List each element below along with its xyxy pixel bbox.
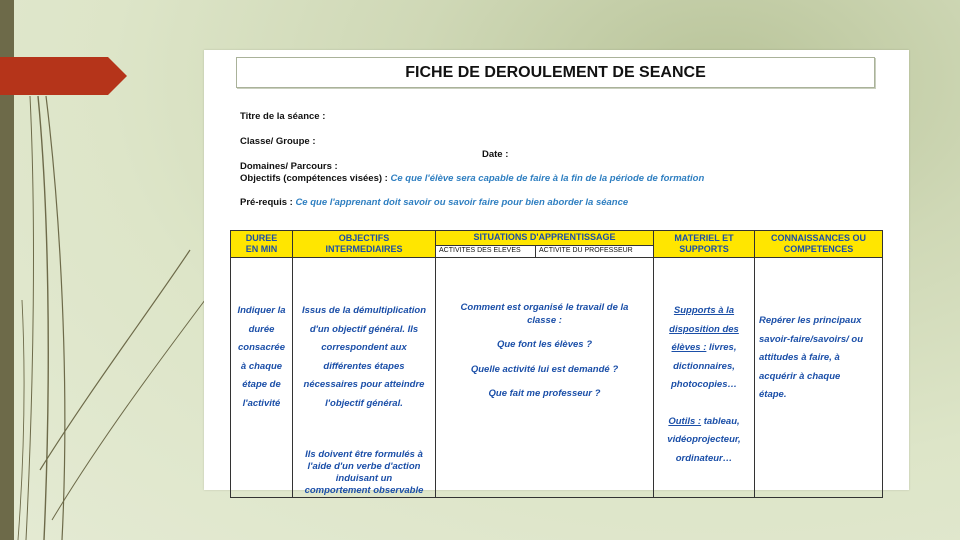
subheader-activite-professeur: ACTIVITE DU PROFESSEUR: [536, 245, 654, 257]
field-classe: Classe/ Groupe :: [240, 136, 316, 147]
prerequis-label: Pré-requis :: [240, 197, 293, 208]
cell-competences: [755, 258, 883, 498]
competences-line: savoir-faire/savoirs/ ou: [759, 333, 864, 345]
competences-line: attitudes à faire, à: [759, 352, 840, 363]
header-materiel: [654, 231, 755, 258]
duree-line: à chaque: [240, 360, 283, 372]
competences-line: étape.: [759, 389, 787, 400]
header-duree: [231, 231, 293, 258]
situations-line: Comment est organisé le travail de la classe :: [460, 302, 629, 326]
spacer: [654, 395, 754, 413]
field-prerequis: [240, 197, 628, 208]
header-materiel-line1: MATERIEL ET: [674, 233, 734, 243]
objectifs-line: d'un objectif général. Ils: [309, 323, 419, 335]
materiel-outils-line: [654, 413, 754, 432]
materiel-outils-line: vidéoprojecteur,: [667, 434, 741, 445]
header-duree-line1: DUREE: [245, 233, 278, 243]
situations-line: Que font les élèves ?: [496, 339, 593, 350]
objectifs-hint: Ce que l'élève sera capable de faire à la fin de la période de formation: [390, 173, 705, 184]
header-materiel-line2: SUPPORTS: [679, 244, 729, 254]
competences-line: acquérir à chaque: [759, 370, 841, 382]
objectifs-note: [293, 449, 435, 497]
materiel-supports-line: dictionnaires,: [673, 360, 735, 372]
header-connaissances-line2: COMPETENCES: [783, 244, 854, 254]
objectifs-line: nécessaires pour atteindre: [303, 379, 425, 390]
situations-line: Que fait me professeur ?: [488, 388, 601, 399]
field-objectifs: [240, 173, 704, 184]
header-objectifs: [293, 231, 436, 258]
field-domaines: Domaines/ Parcours :: [240, 161, 338, 172]
duree-line: étape de: [242, 379, 281, 390]
materiel-supports-line: [654, 339, 754, 358]
field-date: Date :: [482, 149, 509, 160]
cell-materiel: [654, 258, 755, 498]
materiel-supports-text: livres,: [706, 342, 737, 353]
document-sheet: [204, 50, 909, 496]
materiel-outils-line: ordinateur…: [675, 452, 733, 464]
cell-duree: [231, 258, 293, 498]
objectifs-label: Objectifs (compétences visées) :: [240, 173, 388, 184]
session-table: [230, 230, 883, 498]
header-connaissances-line1: CONNAISSANCES OU: [770, 233, 866, 243]
subheader-activites-eleves: ACTIVITES DES ELEVES: [436, 245, 536, 257]
duree-line: l'activité: [242, 397, 281, 409]
prerequis-hint: Ce que l'apprenant doit savoir ou savoir faire pour bien aborder la séance: [295, 197, 629, 208]
objectifs-note-line: l'aide d'un verbe d'action: [307, 461, 421, 472]
field-titre: Titre de la séance :: [240, 111, 326, 122]
header-situations: SITUATIONS D'APPRENTISSAGE: [436, 231, 654, 246]
objectifs-line: Issus de la démultiplication: [301, 305, 427, 316]
materiel-supports-line: photocopies…: [671, 379, 737, 390]
header-duree-line2: EN MIN: [245, 244, 278, 254]
objectifs-note-line: comportement observable: [304, 485, 424, 496]
cell-situations: [436, 258, 654, 498]
objectifs-line: l'objectif général.: [325, 397, 403, 409]
objectifs-note-line: Ils doivent être formulés à: [305, 449, 423, 460]
duree-line: consacrée: [237, 342, 285, 353]
objectifs-line: différentes étapes: [323, 360, 405, 372]
header-objectifs-line2: INTERMEDIAIRES: [325, 244, 403, 254]
cell-objectifs: [293, 258, 436, 498]
materiel-outils-link: Outils :: [668, 415, 702, 427]
duree-line: Indiquer la: [237, 305, 286, 316]
duree-line: durée: [248, 323, 275, 335]
objectifs-line: correspondent aux: [321, 342, 407, 353]
header-objectifs-line1: OBJECTIFS: [338, 233, 390, 243]
materiel-supports-link: élèves :: [671, 342, 707, 353]
arrow-tab-shape: [0, 57, 127, 95]
materiel-outils-text: tableau,: [701, 415, 740, 427]
situations-line: Quelle activité lui est demandé ?: [470, 363, 619, 375]
materiel-supports-line: disposition des: [669, 323, 739, 335]
objectifs-note-line: induisant un: [335, 473, 393, 484]
header-connaissances: [755, 231, 883, 258]
competences-line: Repérer les principaux: [759, 315, 862, 326]
materiel-supports-line: Supports à la: [673, 305, 735, 316]
document-title: FICHE DE DEROULEMENT DE SEANCE: [236, 57, 875, 88]
